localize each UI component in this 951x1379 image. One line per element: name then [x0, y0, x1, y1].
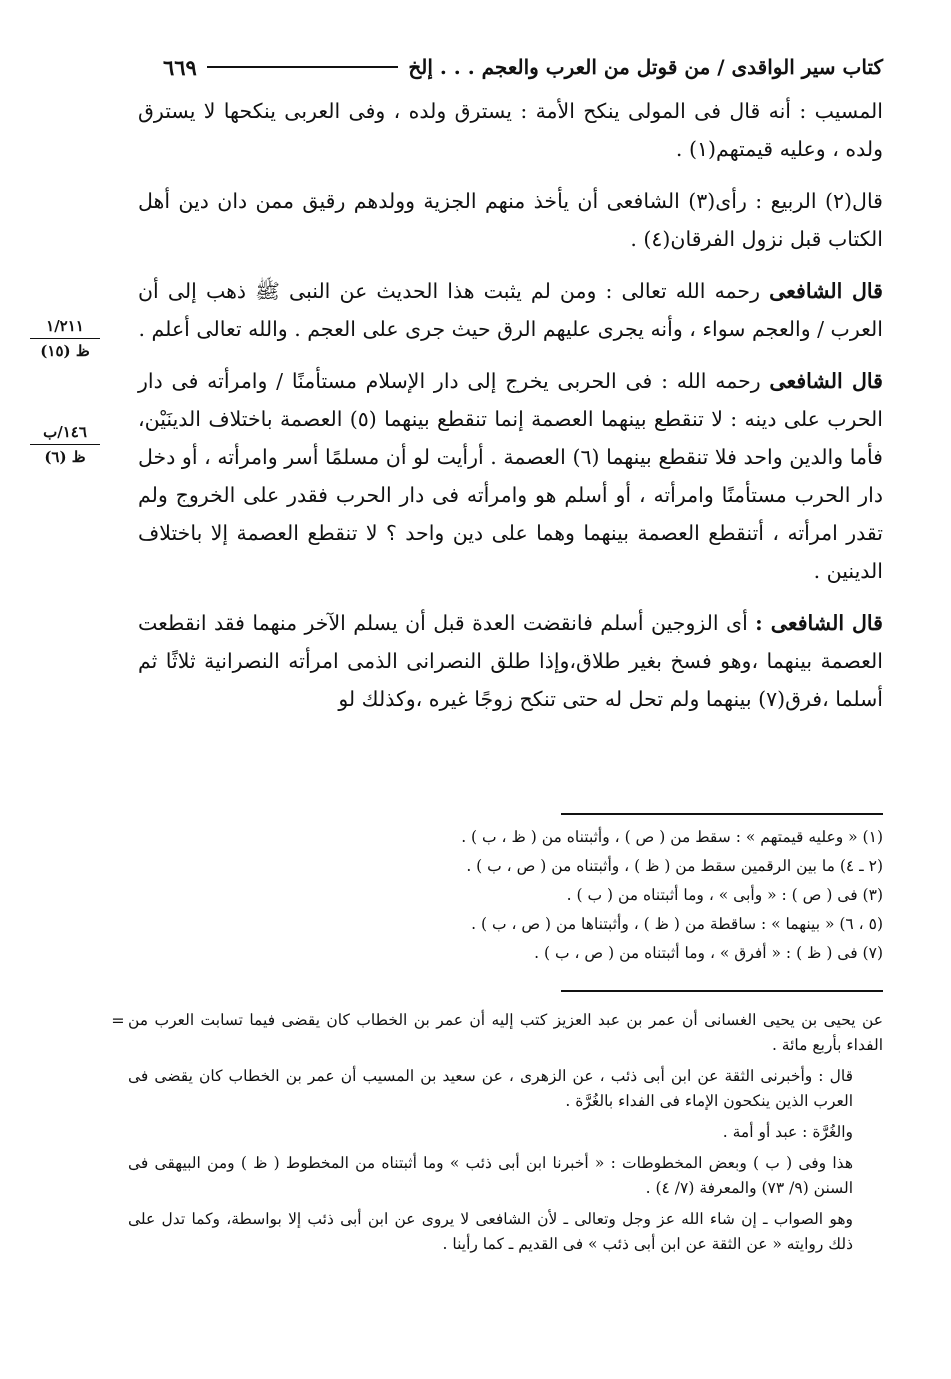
footnote-2: (٢ ـ ٤) ما بين الرقمين سقط من ( ظ ) ، وأثبتناه من ( ص ، ب ) .	[466, 857, 883, 875]
margin-note-2	[30, 422, 100, 467]
paragraph-4-body: رحمه الله : فى الحربى يخرج إلى دار الإسلام مستأمنًا / وامرأته فى دار الحرب على دينه : لا تنقطع بينهما العصمة إنما تنقطع بينهما (٥) العصمة باختلاف الدينَيْن، فأما والدين واحد فلا تنقطع بينهما (٦) العصمة . أرأيت لو أن مسلمًا أسر وامرأته ، أو دخل دار الحرب مستأمنًا وامرأته ، أو أسلم هو وامرأته فى دار الحرب فقدر على الخروج ولم تقدر امرأته ، أتنقطع العصمة بينهما وهما على دين واحد ؟ لا تنقطع العصمة إلا باختلاف الدينين .	[138, 369, 884, 583]
commentary-paragraph-3: والغُرَّة : عبد أو أمة .	[722, 1123, 853, 1141]
footnote-5: (٧) فى ( ظ ) : « أفرق » ، وما أثبتناه من ( ص ، ب ) .	[534, 944, 883, 962]
paragraph-3	[138, 272, 883, 348]
paragraph-3-lead: قال الشافعى	[769, 279, 883, 303]
paragraph-5-body: أى الزوجين أسلم فانقضت العدة قبل أن يسلم الآخر منهما فقد انقطعت العصمة بينهما ،وهو فسخ بغير طلاق،وإذا طلق النصرانى الذمى امرأته النصرانية ثلاثًا ثم أسلما ،فرق(٧) بينهما ولم تحل له حتى تنكح زوجًا غيره ،وكذلك لو	[138, 611, 883, 711]
footnote-1: (١) « وعليه قيمتهم » : سقط من ( ص ) ، وأثبتناه من ( ظ ، ب ) .	[461, 828, 883, 846]
page-number: ٦٦٩	[163, 54, 197, 80]
commentary-separator	[561, 990, 883, 992]
paragraph-1: المسيب : أنه قال فى المولى ينكح الأمة : يسترق ولده ، وفى العربى ينكحها لا يسترق ولده ، وعليه قيمتهم(١) .	[138, 99, 883, 161]
commentary-block	[111, 1008, 883, 1263]
paragraph-2: قال(٢) الربيع : رأى(٣) الشافعى أن يأخذ منهم الجزية وولدهم رقيق ممن دان دين أهل الكتاب قبل نزول الفرقان(٤) .	[138, 189, 883, 251]
margin-note-1	[30, 316, 100, 361]
footnote-3: (٣) فى ( ص ) : « وأبى » ، وما أثبتناه من ( ب ) .	[566, 886, 883, 904]
header-title: كتاب سير الواقدى / من قوتل من العرب والعجم . . . إلخ	[408, 55, 883, 79]
paragraph-4	[138, 362, 883, 590]
commentary-paragraph-5: وهو الصواب ـ إن شاء الله عز وجل وتعالى ـ لأن الشافعى لا يروى عن ابن أبى ذئب إلا بواسطة، وكما تدل على ذلك روايته « عن الثقة عن ابن أبى ذئب » فى القديم ـ كما رأينا .	[128, 1210, 853, 1253]
margin-note-2-top: ١٤٦/ب	[30, 422, 100, 445]
commentary-paragraph-4: هذا وفى ( ب ) وبعض المخطوطات : « أخبرنا ابن أبى ذئب » وما أثبتناه من المخطوط ( ظ ) ومن البيهقى فى السنن (٩/ ٧٣) والمعرفة (٧/ ٤) .	[128, 1154, 853, 1197]
margin-note-2-bottom: ظ (٦)	[44, 448, 86, 466]
commentary-paragraph-2: قال : وأخبرنى الثقة عن ابن أبى ذئب ، عن الزهرى ، عن سعيد بن المسيب أن عمر بن الخطاب كان يقضى فى العرب الذين ينكحون الإماء فى الفداء بالغُرَّة .	[128, 1067, 853, 1110]
footnote-separator	[561, 813, 883, 815]
paragraph-4-lead: قال الشافعى	[769, 369, 883, 393]
paragraph-3-body: رحمه الله تعالى : ومن لم يثبت هذا الحديث عن النبى ﷺ ذهب إلى أن العرب / والعجم سواء ، وأنه يجرى عليهم الرق حيث جرى على العجم . والله تعالى أعلم .	[138, 279, 883, 341]
margin-note-1-bottom: ظ (١٥)	[40, 342, 90, 360]
footnotes	[138, 823, 883, 968]
running-header	[163, 52, 883, 82]
commentary-paragraph-1: عن يحيى بن يحيى الغسانى أن عمر بن عبد العزيز كتب إليه أن عمر بن الخطاب كان يقضى فيما تسابت العرب من الفداء بأربع مائة .	[128, 1011, 883, 1054]
margin-note-1-top: ١/٢١١	[30, 316, 100, 339]
continuation-marker: =	[111, 1011, 125, 1030]
footnote-4: (٥ ، ٦) « بينهما » : ساقطة من ( ظ ) ، وأثبتناها من ( ص ، ب ) .	[471, 915, 883, 933]
main-text	[138, 92, 883, 732]
header-rule	[207, 66, 398, 68]
paragraph-5	[138, 604, 883, 718]
paragraph-5-lead: قال الشافعى :	[755, 611, 883, 635]
